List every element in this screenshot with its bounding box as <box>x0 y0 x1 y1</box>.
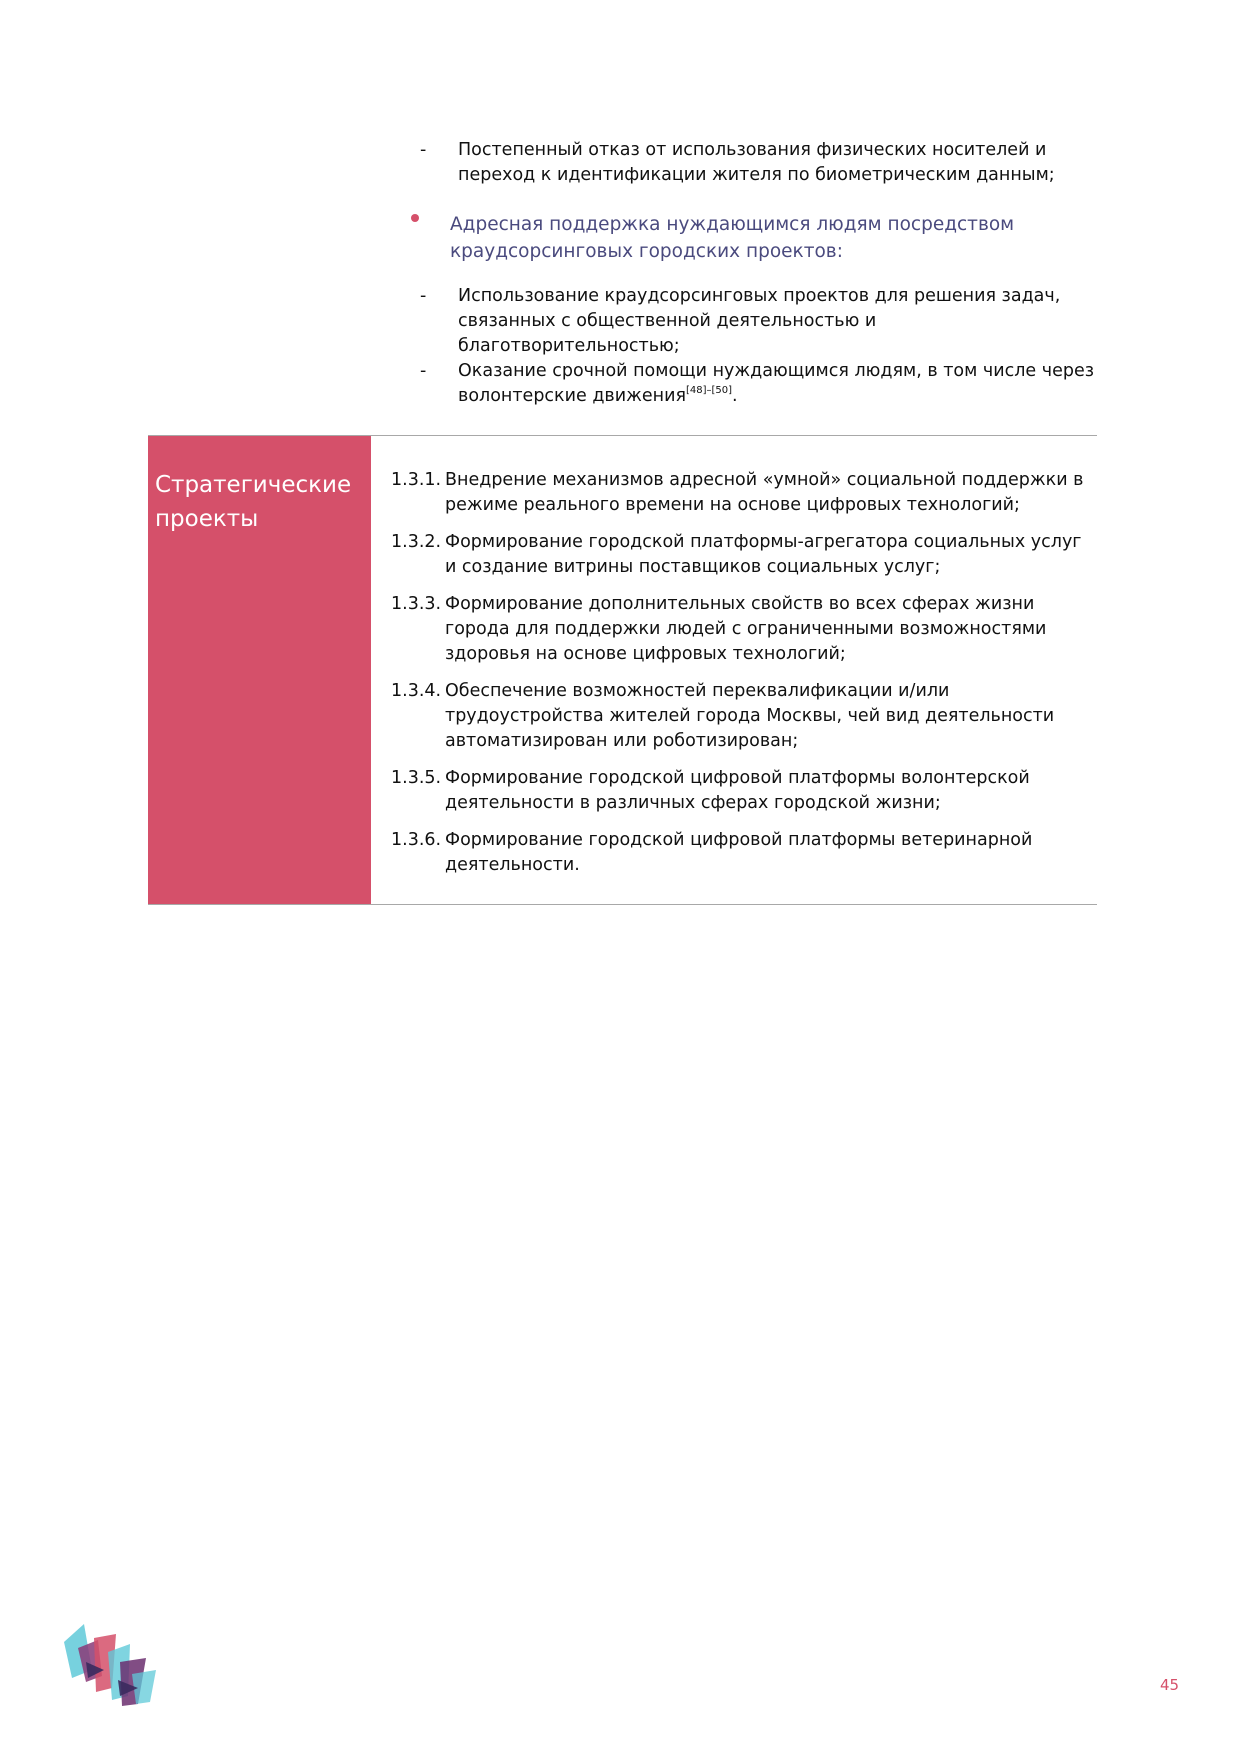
section-bottom-divider <box>148 904 1097 905</box>
dash-item-text-tail: . <box>732 386 738 406</box>
project-text: Внедрение механизмов адресной «умной» социальной поддержки в режиме реального времени на основе цифровых технологий; <box>445 470 1084 515</box>
project-item <box>391 530 1091 580</box>
project-item <box>391 679 1091 754</box>
project-text: Формирование городской платформы-агрегатора социальных услуг и создание витрины поставщиков социальных услуг; <box>445 532 1082 577</box>
project-number: 1.3.5. <box>391 768 442 788</box>
page-number: 45 <box>1160 1676 1180 1694</box>
dash-mark: - <box>420 361 427 381</box>
strategic-projects-panel <box>148 436 371 904</box>
project-text: Формирование дополнительных свойств во всех сферах жизни города для поддержки людей с ограниченными возможностями здоровья на основе цифровых технологий; <box>445 594 1047 664</box>
logo-icon <box>58 1618 162 1708</box>
project-number: 1.3.2. <box>391 532 442 552</box>
strategic-projects-list <box>391 468 1091 890</box>
citation-superscript: [48]–[50] <box>685 385 733 396</box>
dash-item-text <box>458 359 1098 409</box>
project-number: 1.3.6. <box>391 830 442 850</box>
project-text: Формирование городской цифровой платформы волонтерской деятельности в различных сферах городской жизни; <box>445 768 1030 813</box>
project-item <box>391 828 1091 878</box>
project-item <box>391 468 1091 518</box>
project-item <box>391 766 1091 816</box>
bullet-dot-icon <box>411 214 419 222</box>
dash-mark: - <box>420 286 427 306</box>
dash-item-text: Постепенный отказ от использования физических носителей и переход к идентификации жителя по биометрическим данным; <box>458 140 1055 185</box>
strategic-projects-label: Стратегические проекты <box>155 472 352 532</box>
project-number: 1.3.1. <box>391 470 442 490</box>
project-text: Обеспечение возможностей переквалификации и/или трудоустройства жителей города Москвы, чей вид деятельности автоматизирован или роботизирован; <box>445 681 1055 751</box>
project-text: Формирование городской цифровой платформы ветеринарной деятельности. <box>445 830 1033 875</box>
project-item <box>391 592 1091 667</box>
dash-item-text-main: Оказание срочной помощи нуждающимся людям, в том числе через волонтерские движения <box>458 361 1095 406</box>
dash-item-text: Использование краудсорсинговых проектов для решения задач, связанных с общественной деятельностью и благотворительностью; <box>458 286 1061 356</box>
bullet-heading: Адресная поддержка нуждающимся людям посредством краудсорсинговых городских проектов: <box>450 214 1015 262</box>
dash-mark: - <box>420 140 427 160</box>
project-number: 1.3.4. <box>391 681 442 701</box>
project-number: 1.3.3. <box>391 594 442 614</box>
